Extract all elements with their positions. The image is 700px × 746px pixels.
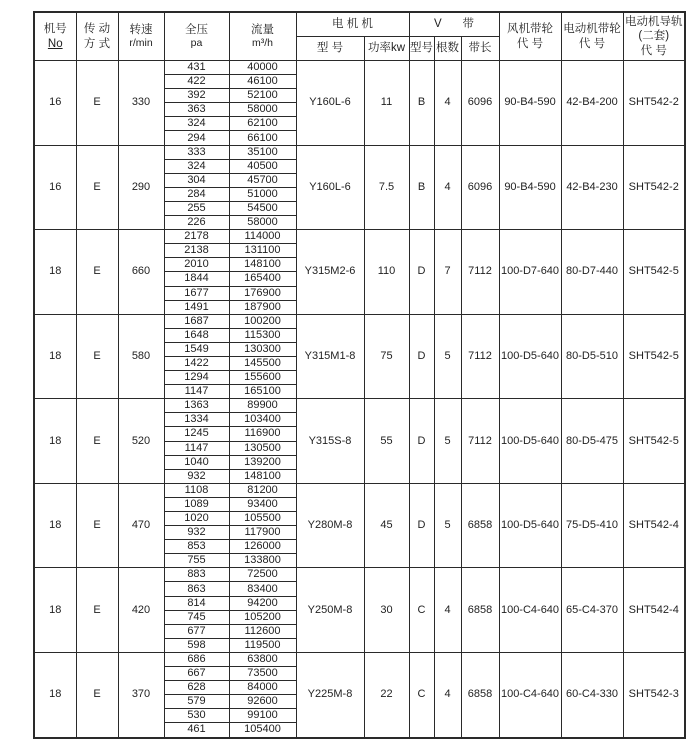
header-machine-no-line1: 机号 xyxy=(43,23,67,36)
belt-count-cell: 5 xyxy=(434,483,461,568)
pressure-cell: 677 xyxy=(164,624,229,638)
pressure-cell: 579 xyxy=(164,695,229,709)
table-row xyxy=(34,230,685,244)
table-row xyxy=(34,652,685,666)
pressure-cell: 324 xyxy=(164,117,229,131)
motor-pulley-cell: 42-B4-200 xyxy=(561,61,623,146)
header-motor-pulley-line1: 电动机带轮 xyxy=(563,23,621,36)
pressure-cell: 363 xyxy=(164,103,229,117)
flow-cell: 187900 xyxy=(229,300,296,314)
belt-type-cell: C xyxy=(409,568,434,653)
belt-length-cell: 6858 xyxy=(461,568,499,653)
flow-cell: 148100 xyxy=(229,258,296,272)
table-row xyxy=(34,483,685,497)
pressure-cell: 294 xyxy=(164,131,229,145)
motor-power-cell: 110 xyxy=(364,230,409,315)
flow-cell: 105400 xyxy=(229,723,296,738)
flow-cell: 66100 xyxy=(229,131,296,145)
pressure-cell: 932 xyxy=(164,526,229,540)
belt-type-cell: D xyxy=(409,314,434,399)
belt-type-cell: C xyxy=(409,652,434,737)
pressure-cell: 1089 xyxy=(164,497,229,511)
motor-model-cell: Y315S-8 xyxy=(296,399,364,484)
header-motor-rail xyxy=(623,12,685,61)
pressure-cell: 2178 xyxy=(164,230,229,244)
header-motor-rail-line1: 电动机导轨 xyxy=(625,15,683,28)
pressure-cell: 1147 xyxy=(164,441,229,455)
drive-mode-cell: E xyxy=(76,652,118,737)
belt-length-cell: 7112 xyxy=(461,399,499,484)
header-flow-line1: 流量 xyxy=(251,23,274,36)
header-pressure-line1: 全压 xyxy=(185,23,208,36)
fan-pulley-cell: 100-C4-640 xyxy=(499,652,561,737)
header-belt-length: 带长 xyxy=(461,37,499,61)
pressure-cell: 755 xyxy=(164,554,229,568)
motor-power-cell: 11 xyxy=(364,61,409,146)
header-vbelt-wrap xyxy=(410,17,499,31)
belt-type-cell: D xyxy=(409,399,434,484)
table-row xyxy=(34,568,685,582)
pressure-cell: 530 xyxy=(164,709,229,723)
table-row xyxy=(34,399,685,413)
flow-cell: 155600 xyxy=(229,371,296,385)
rail-code-cell: SHT542-2 xyxy=(623,145,685,230)
belt-count-cell: 4 xyxy=(434,652,461,737)
header-drive-line2: 方 式 xyxy=(83,37,111,50)
flow-cell: 116900 xyxy=(229,427,296,441)
drive-mode-cell: E xyxy=(76,568,118,653)
pressure-cell: 431 xyxy=(164,61,229,75)
flow-cell: 100200 xyxy=(229,314,296,328)
header-motor-rail-line2: (二套) xyxy=(638,30,670,43)
drive-mode-cell: E xyxy=(76,145,118,230)
pressure-cell: 1687 xyxy=(164,314,229,328)
header-motor-pulley xyxy=(561,12,623,61)
motor-power-cell: 22 xyxy=(364,652,409,737)
pressure-cell: 814 xyxy=(164,596,229,610)
motor-pulley-cell: 60-C4-330 xyxy=(561,652,623,737)
drive-mode-cell: E xyxy=(76,61,118,146)
rail-code-cell: SHT542-4 xyxy=(623,568,685,653)
header-pressure-line2: pa xyxy=(190,37,203,50)
flow-cell: 105500 xyxy=(229,512,296,526)
belt-length-cell: 6858 xyxy=(461,652,499,737)
speed-cell: 420 xyxy=(118,568,164,653)
pressure-cell: 304 xyxy=(164,173,229,187)
fan-pulley-cell: 100-D5-640 xyxy=(499,314,561,399)
machine-no-cell: 18 xyxy=(34,230,76,315)
motor-model-cell: Y160L-6 xyxy=(296,145,364,230)
motor-pulley-cell: 75-D5-410 xyxy=(561,483,623,568)
header-pressure xyxy=(164,12,229,61)
pressure-cell: 1040 xyxy=(164,455,229,469)
flow-cell: 35100 xyxy=(229,145,296,159)
machine-no-cell: 18 xyxy=(34,652,76,737)
speed-cell: 660 xyxy=(118,230,164,315)
pressure-cell: 2138 xyxy=(164,244,229,258)
flow-cell: 63800 xyxy=(229,652,296,666)
flow-cell: 45700 xyxy=(229,173,296,187)
belt-count-cell: 4 xyxy=(434,61,461,146)
motor-pulley-cell: 65-C4-370 xyxy=(561,568,623,653)
belt-count-cell: 4 xyxy=(434,145,461,230)
flow-cell: 117900 xyxy=(229,526,296,540)
belt-type-cell: D xyxy=(409,483,434,568)
pressure-cell: 324 xyxy=(164,159,229,173)
speed-cell: 580 xyxy=(118,314,164,399)
motor-model-cell: Y160L-6 xyxy=(296,61,364,146)
header-vbelt-v: V xyxy=(433,18,442,31)
motor-pulley-cell: 80-D5-510 xyxy=(561,314,623,399)
header-motor-pulley-line2: 代 号 xyxy=(578,37,606,50)
flow-cell: 176900 xyxy=(229,286,296,300)
pressure-cell: 628 xyxy=(164,681,229,695)
header-speed xyxy=(118,12,164,61)
flow-cell: 133800 xyxy=(229,554,296,568)
pressure-cell: 226 xyxy=(164,216,229,230)
drive-mode-cell: E xyxy=(76,230,118,315)
rail-code-cell: SHT542-2 xyxy=(623,61,685,146)
flow-cell: 46100 xyxy=(229,75,296,89)
flow-cell: 62100 xyxy=(229,117,296,131)
rail-code-cell: SHT542-5 xyxy=(623,314,685,399)
pressure-cell: 422 xyxy=(164,75,229,89)
motor-pulley-cell: 80-D7-440 xyxy=(561,230,623,315)
belt-length-cell: 6096 xyxy=(461,145,499,230)
drive-mode-cell: E xyxy=(76,314,118,399)
motor-pulley-cell: 80-D5-475 xyxy=(561,399,623,484)
pressure-cell: 1422 xyxy=(164,356,229,370)
belt-length-cell: 6858 xyxy=(461,483,499,568)
belt-count-cell: 4 xyxy=(434,568,461,653)
motor-power-cell: 55 xyxy=(364,399,409,484)
rail-code-cell: SHT542-5 xyxy=(623,399,685,484)
header-motor-rail-line3: 代 号 xyxy=(640,44,667,57)
machine-no-cell: 16 xyxy=(34,61,76,146)
rail-code-cell: SHT542-3 xyxy=(623,652,685,737)
flow-cell: 40000 xyxy=(229,61,296,75)
motor-model-cell: Y250M-8 xyxy=(296,568,364,653)
speed-cell: 470 xyxy=(118,483,164,568)
pressure-cell: 333 xyxy=(164,145,229,159)
machine-no-cell: 18 xyxy=(34,568,76,653)
pressure-cell: 932 xyxy=(164,469,229,483)
table-row xyxy=(34,61,685,75)
flow-cell: 83400 xyxy=(229,582,296,596)
flow-cell: 99100 xyxy=(229,709,296,723)
flow-cell: 84000 xyxy=(229,681,296,695)
flow-cell: 130500 xyxy=(229,441,296,455)
flow-cell: 119500 xyxy=(229,638,296,652)
machine-no-cell: 18 xyxy=(34,399,76,484)
flow-cell: 94200 xyxy=(229,596,296,610)
header-speed-line2: r/min xyxy=(129,37,153,50)
motor-model-cell: Y225M-8 xyxy=(296,652,364,737)
motor-model-cell: Y315M2-6 xyxy=(296,230,364,315)
fan-pulley-cell: 100-D5-640 xyxy=(499,399,561,484)
drive-mode-cell: E xyxy=(76,483,118,568)
motor-pulley-cell: 42-B4-230 xyxy=(561,145,623,230)
belt-count-cell: 5 xyxy=(434,314,461,399)
flow-cell: 126000 xyxy=(229,540,296,554)
header-fan-pulley-line1: 风机带轮 xyxy=(507,23,553,36)
header-drive-line1: 传 动 xyxy=(83,23,111,36)
header-fan-pulley xyxy=(499,12,561,61)
speed-cell: 370 xyxy=(118,652,164,737)
pressure-cell: 863 xyxy=(164,582,229,596)
pressure-cell: 1294 xyxy=(164,371,229,385)
fan-pulley-cell: 100-D7-640 xyxy=(499,230,561,315)
pressure-cell: 1648 xyxy=(164,328,229,342)
flow-cell: 148100 xyxy=(229,469,296,483)
machine-no-cell: 16 xyxy=(34,145,76,230)
belt-type-cell: B xyxy=(409,145,434,230)
header-motor-group: 电 机 机 xyxy=(296,12,409,37)
flow-cell: 52100 xyxy=(229,89,296,103)
fan-pulley-cell: 90-B4-590 xyxy=(499,145,561,230)
pressure-cell: 1245 xyxy=(164,427,229,441)
motor-model-cell: Y315M1-8 xyxy=(296,314,364,399)
belt-length-cell: 6096 xyxy=(461,61,499,146)
fan-selection-table xyxy=(33,11,686,739)
belt-count-cell: 5 xyxy=(434,399,461,484)
fan-pulley-cell: 100-D5-640 xyxy=(499,483,561,568)
flow-cell: 93400 xyxy=(229,497,296,511)
header-motor-model: 型 号 xyxy=(296,37,364,61)
header-motor-power: 功率kw xyxy=(364,37,409,61)
pressure-cell: 1363 xyxy=(164,399,229,413)
belt-length-cell: 7112 xyxy=(461,230,499,315)
header-speed-line1: 转速 xyxy=(129,23,153,36)
belt-type-cell: B xyxy=(409,61,434,146)
pressure-cell: 686 xyxy=(164,652,229,666)
table-body xyxy=(34,61,685,738)
pressure-cell: 2010 xyxy=(164,258,229,272)
flow-cell: 103400 xyxy=(229,413,296,427)
speed-cell: 290 xyxy=(118,145,164,230)
flow-cell: 81200 xyxy=(229,483,296,497)
flow-cell: 131100 xyxy=(229,244,296,258)
flow-cell: 72500 xyxy=(229,568,296,582)
flow-cell: 165400 xyxy=(229,272,296,286)
header-flow xyxy=(229,12,296,61)
header-drive-mode xyxy=(76,12,118,61)
rail-code-cell: SHT542-5 xyxy=(623,230,685,315)
flow-cell: 58000 xyxy=(229,103,296,117)
flow-cell: 145500 xyxy=(229,356,296,370)
pressure-cell: 392 xyxy=(164,89,229,103)
machine-no-cell: 18 xyxy=(34,483,76,568)
pressure-cell: 745 xyxy=(164,610,229,624)
pressure-cell: 1491 xyxy=(164,300,229,314)
motor-power-cell: 45 xyxy=(364,483,409,568)
pressure-cell: 1549 xyxy=(164,342,229,356)
table-header xyxy=(34,12,685,61)
belt-length-cell: 7112 xyxy=(461,314,499,399)
belt-type-cell: D xyxy=(409,230,434,315)
pressure-cell: 853 xyxy=(164,540,229,554)
flow-cell: 51000 xyxy=(229,187,296,201)
pressure-cell: 1147 xyxy=(164,385,229,399)
motor-model-cell: Y280M-8 xyxy=(296,483,364,568)
pressure-cell: 461 xyxy=(164,723,229,738)
pressure-cell: 1020 xyxy=(164,512,229,526)
belt-count-cell: 7 xyxy=(434,230,461,315)
pressure-cell: 883 xyxy=(164,568,229,582)
header-vbelt-dai: 带 xyxy=(462,18,475,31)
pressure-cell: 1677 xyxy=(164,286,229,300)
flow-cell: 58000 xyxy=(229,216,296,230)
header-machine-no-line2: No xyxy=(47,37,63,50)
flow-cell: 114000 xyxy=(229,230,296,244)
header-vbelt-group xyxy=(409,12,499,37)
machine-no-cell: 18 xyxy=(34,314,76,399)
flow-cell: 115300 xyxy=(229,328,296,342)
header-belt-type: 型号 xyxy=(409,37,434,61)
drive-mode-cell: E xyxy=(76,399,118,484)
table-row xyxy=(34,314,685,328)
flow-cell: 139200 xyxy=(229,455,296,469)
rail-code-cell: SHT542-4 xyxy=(623,483,685,568)
motor-power-cell: 7.5 xyxy=(364,145,409,230)
flow-cell: 105200 xyxy=(229,610,296,624)
flow-cell: 40500 xyxy=(229,159,296,173)
speed-cell: 330 xyxy=(118,61,164,146)
pressure-cell: 1108 xyxy=(164,483,229,497)
pressure-cell: 598 xyxy=(164,638,229,652)
fan-pulley-cell: 90-B4-590 xyxy=(499,61,561,146)
pressure-cell: 284 xyxy=(164,187,229,201)
flow-cell: 89900 xyxy=(229,399,296,413)
pressure-cell: 255 xyxy=(164,201,229,215)
flow-cell: 112600 xyxy=(229,624,296,638)
header-machine-no xyxy=(34,12,76,61)
flow-cell: 165100 xyxy=(229,385,296,399)
header-fan-pulley-line2: 代 号 xyxy=(516,37,544,50)
motor-power-cell: 75 xyxy=(364,314,409,399)
pressure-cell: 667 xyxy=(164,667,229,681)
flow-cell: 54500 xyxy=(229,201,296,215)
flow-cell: 73500 xyxy=(229,667,296,681)
pressure-cell: 1334 xyxy=(164,413,229,427)
header-belt-count: 根数 xyxy=(434,37,461,61)
fan-pulley-cell: 100-C4-640 xyxy=(499,568,561,653)
speed-cell: 520 xyxy=(118,399,164,484)
pressure-cell: 1844 xyxy=(164,272,229,286)
table-row xyxy=(34,145,685,159)
motor-power-cell: 30 xyxy=(364,568,409,653)
flow-cell: 130300 xyxy=(229,342,296,356)
header-flow-line2: m³/h xyxy=(252,37,273,50)
flow-cell: 92600 xyxy=(229,695,296,709)
